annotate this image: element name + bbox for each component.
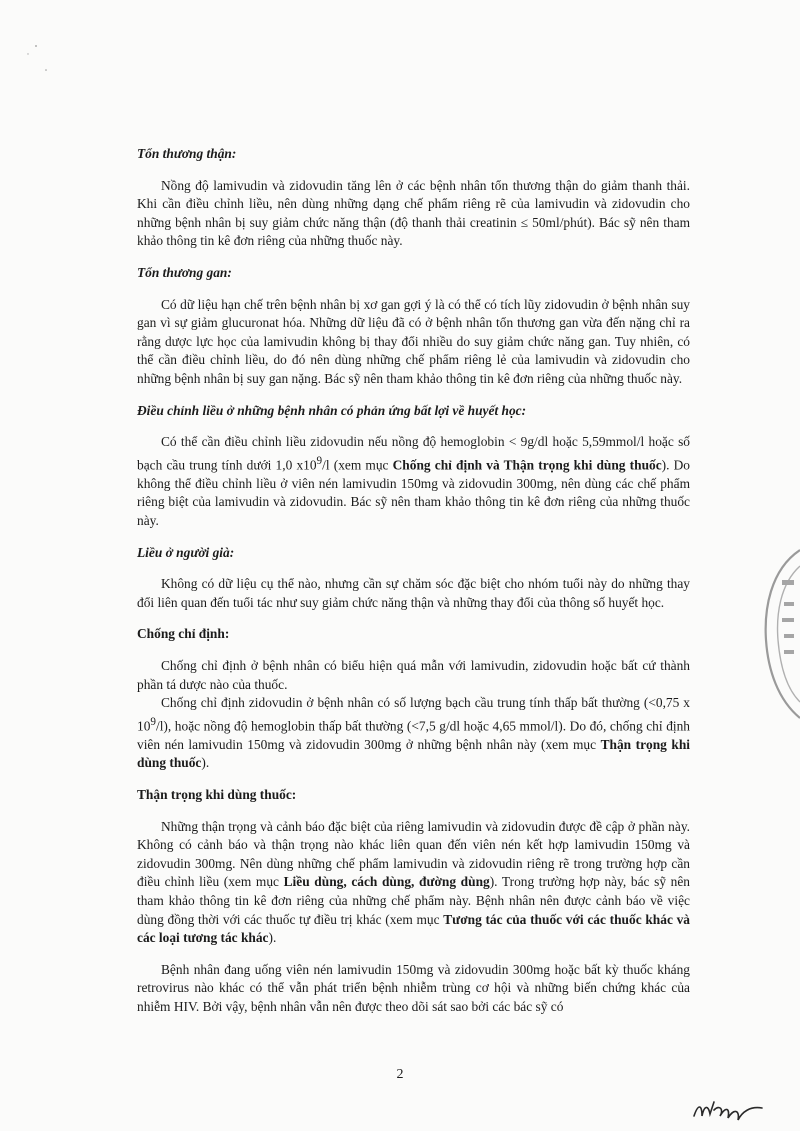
precautions-paragraph-1: Những thận trọng và cảnh báo đặc biệt của riêng lamivudin và zidovudin được đề cập ở phần này. Không có cảnh báo và thận trọng nào khác liên quan đến viên nén kết hợp lamivudin 150mg và zidovudin 300mg. Nên dùng những chế phẩm lamivudin và zidovudin riêng rẽ trong trường hợp cần điều chỉnh liều (xem mục Liều dùng, cách dùng, đường dùng). Trong trường hợp này, bác sỹ nên tham khảo thông tin kê đơn riêng của những chế phẩm này. Bệnh nhân nên được cảnh báo về việc dùng đồng thời với các thuốc tự điều trị khác (xem mục Tương tác của thuốc với các thuốc khác và các loại tương tác khác). xyxy=(137,818,690,946)
partial-stamp xyxy=(760,540,800,730)
elderly-paragraph: Không có dữ liệu cụ thể nào, nhưng cần sự chăm sóc đặc biệt cho nhóm tuổi này do những thay đổi liên quan đến tuổi tác như suy giảm chức năng thận và những thay đổi của thông số huyết học. xyxy=(137,576,690,610)
section-title-kidney: Tổn thương thận: xyxy=(137,146,237,161)
section-title-elderly: Liều ở người già: xyxy=(137,544,235,560)
page-number: 2 xyxy=(396,1067,404,1082)
precautions-paragraph-2: Bệnh nhân đang uống viên nén lamivudin 150mg và zidovudin 300mg hoặc bất kỳ thuốc kháng retrovirus nào khác có thể vẫn phát triển bệnh nhiễm trùng cơ hội và những biến chứng khác của nhiễm HIV. Bởi vậy, bệnh nhân vẫn nên được theo dõi sát sao bởi các bác sỹ có xyxy=(137,961,690,1014)
section-title-contraindications: Chống chỉ định: xyxy=(137,626,230,642)
section-title-precautions: Thận trọng khi dùng thuốc: xyxy=(137,786,297,802)
liver-paragraph: Có dữ liệu hạn chế trên bệnh nhân bị xơ gan gợi ý là có thể có tích lũy zidovudin ở bệnh nhân suy gan vì sự giảm glucuronat hóa. Những dữ liệu đã có ở bệnh nhân tổn thương gan vừa đến nặng chỉ ra rằng dược lực học của lamivudin không bị thay đổi nhiều do suy giảm chức năng gan. Tuy nhiên, có thể cần điều chỉnh liều, do đó nên dùng những chế phẩm riêng lẻ của lamivudin và zidovudin cho những bệnh nhân bị suy gan nặng. Bác sỹ nên tham khảo thông tin kê đơn riêng của những thuốc này. xyxy=(137,296,690,386)
section-title-hematology: Điều chỉnh liều ở những bệnh nhân có phản ứng bất lợi về huyết học: xyxy=(137,402,527,418)
kidney-paragraph: Nồng độ lamivudin và zidovudin tăng lên ở các bệnh nhân tổn thương thận do giảm thanh thải. Khi cần điều chỉnh liều, nên dùng những dạng chế phẩm riêng rẽ của lamivudin và zidovudin cho những bệnh nhân bị suy giảm chức năng thận (độ thanh thải creatinin ≤ 50ml/phút). Bác sỹ nên tham khảo thông tin kê đơn riêng của những thuốc này. xyxy=(137,177,690,249)
section-title-liver: Tổn thương gan: xyxy=(137,264,232,280)
contraindications-paragraph-1: Chống chỉ định ở bệnh nhân có biểu hiện quá mẫn với lamivudin, zidovudin hoặc bất cứ thành phần tá dược nào của thuốc. xyxy=(137,657,690,692)
handwritten-initials xyxy=(690,1096,768,1126)
contraindications-paragraph-2: Chống chỉ định zidovudin ở bệnh nhân có số lượng bạch cầu trung tính thấp bất thường (<0,75 x $10^9/l$), hoặc nồng độ hemoglobin thấp bất thường (<7,5 g/dl hoặc 4,65 mmol/l). Do đó, chống chỉ định viên nén lamivudin 150mg và zidovudin 300mg ở những bệnh nhân này (xem mục Thận trọng khi dùng thuốc). xyxy=(137,695,690,771)
document-body xyxy=(137,145,690,1030)
hematology-paragraph: Có thể cần điều chỉnh liều zidovudin nếu nồng độ hemoglobin < 9g/dl hoặc 5,59mmol/l hoặc số bạch cầu trung tính dưới 1,0 $x10^9/l$ (xem mục Chống chỉ định và Thận trọng khi dùng thuốc). Do không thể điều chỉnh liều ở viên nén lamivudin 150mg và zidovudin 300mg, nên dùng các chế phẩm riêng biệt của lamivudin và zidovudin. Bác sỹ nên tham khảo thông tin kê đơn riêng của những thuốc này. xyxy=(137,434,690,528)
scan-specks xyxy=(20,40,60,80)
